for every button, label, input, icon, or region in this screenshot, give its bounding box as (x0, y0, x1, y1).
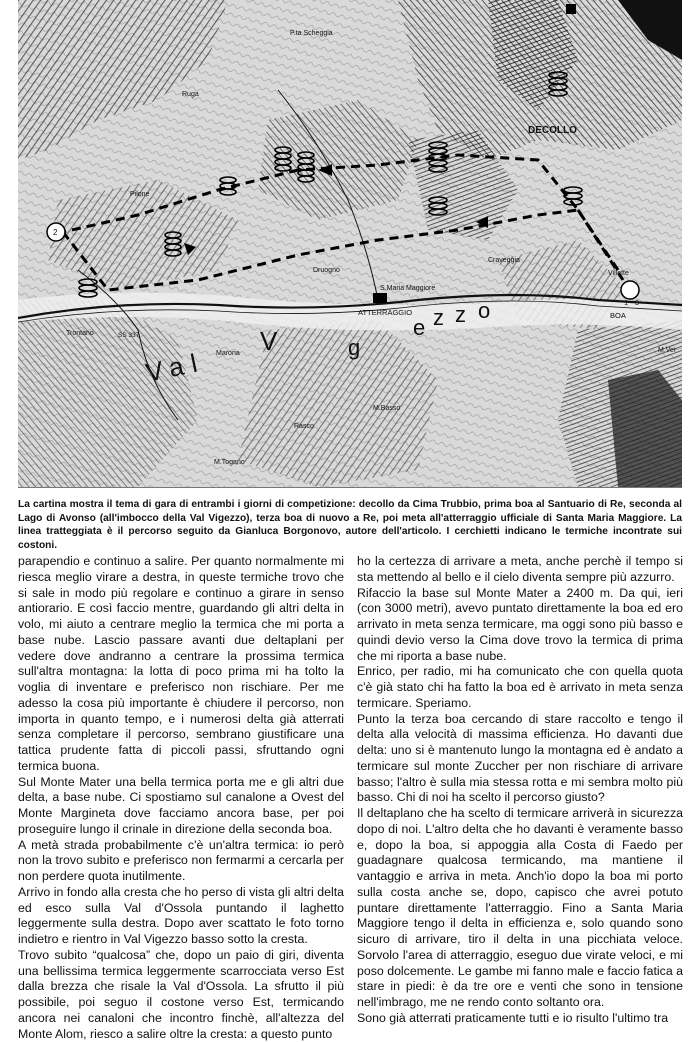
label-marona: Marona (216, 350, 240, 357)
label-boa-2: 2 (53, 228, 58, 237)
label-val: Val (143, 346, 208, 388)
label-mbasso: M.Basso (373, 405, 401, 412)
paragraph: Rifaccio la base sul Monte Mater a 2400 m. Da qui, ieri (con 3000 metri), avevo puntato direttamente la boa ed ero arrivato in meta senza termicare, ma oggi sono più basso e quindi devio verso la Cima dove trovo la termica di prima che mi riporta a base nube. (357, 585, 683, 663)
label-mver: M.Ver (658, 347, 677, 354)
paragraph: Sono già atterrati praticamente tutti e io risulto l'ultimo tra (357, 1010, 669, 1025)
label-pilone: Pilone (130, 191, 150, 198)
paragraph: ho la certezza di arrivare a meta, anche perchè il tempo si sta mettendo al bello e il cielo diventa sempre più azzurro. (357, 554, 683, 584)
label-druogno: Druogno (313, 267, 340, 274)
label-mtogano: M.Togano (214, 459, 245, 466)
label-craveggia: Craveggia (488, 257, 520, 264)
paragraph: Il deltaplano che ha scelto di termicare arriverà in sicurezza dopo di noi. L'altro delta che ho davanti è veramente basso e, dopo la boa, si appoggia alla Costa di Faedo per guadagnare qualcosa termicando, ma mantiene il vantaggio e arriva in meta. Anch'io dopo la boa mi porto sulla costa anche se, dopo, capisco che avrei potuto puntare direttamente l'atterraggio. Fino a Santa Maria Maggiore tengo il delta in efficienza e, solo quando sono sicuro di arrivare, tiro il delta in una picchiata veloce. Sorvolo l'area di atterraggio, eseguo due virate veloci, e mi poso dolcemente. Le gambe mi fanno male e faccio fatica a stare in piedi: è da tre ore e venti che sono in tensione nell'imbrago, me ne rendo conto soltanto ora. (357, 806, 683, 1009)
label-rasco: Rasco (294, 423, 314, 430)
label-vigezzo-g: g (348, 335, 361, 360)
article-column-right (357, 554, 683, 1027)
map-drawing (18, 0, 682, 487)
label-boa-1-3: 1 - 3 (624, 298, 640, 307)
paragraph: parapendio e continuo a salire. Per quanto normalmente mi riesca meglio virare a destra, in queste termiche trovo che si sale in modo più regolare e continuo a girare in senso antiorario. E così faccio mentre, guardando gli altri delta in volo, mi aiuto a centrare meglio la termica che mi porta a base nube. Lascio passare avanti due deltaplani per vedere dove andranno a centrare la prossima termica sull'altra montagna: la lotta di poco prima mi ha tolto la voglia di inventare e preferisco non rischiare. Per me adesso la cosa più importante è chiudere il percorso, non importa in quanto tempo, e i numerosi delta già atterrati senza completare il percorso, sembrano giustificare una tattica prudente fatta di piccoli passi, sfruttando ogni termica buona. (18, 554, 344, 773)
label-decollo: DECOLLO (528, 125, 577, 136)
label-vigezzo-o: o (478, 298, 491, 323)
label-vigezzo-z2: z (455, 302, 466, 327)
figure-caption: La cartina mostra il tema di gara di entrambi i giorni di competizione: decollo da Cima Trubbio, prima boa al Santuario di Re, seconda al Lago di Avonso (all'imbocco della Val Vigezzo), terza boa di nuovo a Re, poi meta all'atterraggio ufficiale di Santa Maria Maggiore. La linea tratteggiata è il percorso seguito da Gianluca Borgonovo, autore dell'articolo. I cerchietti indicano le termiche incontrate sui costoni. (18, 499, 682, 551)
paragraph: Punto la terza boa cercando di stare raccolto e tengo il delta alla velocità di massima efficienza. Ho davanti due delta: uno si è mantenuto lungo la montagna ed è andato a termicare sul monte Zuccher per non rischiare di arrivare basso; l'altro è sulla mia stessa rotta e mi sembra molto più basso. Chi di noi ha scelto il percorso giusto? (357, 711, 683, 805)
label-road: SS 337 (118, 332, 140, 339)
label-s-maria: S.Maria Maggiore (380, 285, 436, 292)
topographic-map (18, 0, 682, 488)
label-vigezzo-v: V (260, 326, 278, 356)
label-atterraggio: ATTERRAGGIO (358, 308, 413, 317)
label-boa: BOA (610, 311, 626, 320)
article-column-left (18, 554, 344, 1042)
paragraph: Trovo subito “qualcosa” che, dopo un paio di giri, diventa una bellissima termica leggermente scarrocciata verso Est dalla brezza che risale la Val d'Ossola. La sfrutto il più possibile, poi seguo il costone verso Est, termicando ancora nei canaloni che incontro finchè, all'altezza del Monte Alom, riesco a salire oltre la cresta: a questo punto (18, 947, 344, 1041)
paragraph: Sul Monte Mater una bella termica porta me e gli altri due delta, a base nube. Ci spostiamo sul canalone a Ovest del Monte Margineta dove facciamo ancora base, per poi proseguire lungo il crinale in direzione della seconda boa. (18, 774, 344, 836)
label-pscheggia: P.ta Scheggia (290, 30, 333, 37)
label-villette: Villette (608, 270, 629, 277)
label-vigezzo-e: e (413, 315, 426, 340)
paragraph: A metà strada probabilmente c'è un'altra termica: io però non la trovo subito e preferisco non fermarmi a cercarla per non perdere quota inutilmente. (18, 837, 344, 883)
label-vigezzo-z1: z (433, 305, 444, 330)
paragraph: Arrivo in fondo alla cresta che ho perso di vista gli altri delta ed esco sulla Val d'Ossola puntando il laghetto leggermente sulla destra. Dopo aver scattato le foto torno indietro e rientro in Val Vigezzo basso sotto la cresta. (18, 884, 344, 946)
paragraph: Enrico, per radio, mi ha comunicato che con quella quota c'è già stato chi ha fatto la boa ed è arrivato in meta senza termicare. Speriamo. (357, 664, 683, 710)
label-trontano: Trontano (66, 330, 94, 337)
label-ruga: Ruga (182, 91, 199, 98)
